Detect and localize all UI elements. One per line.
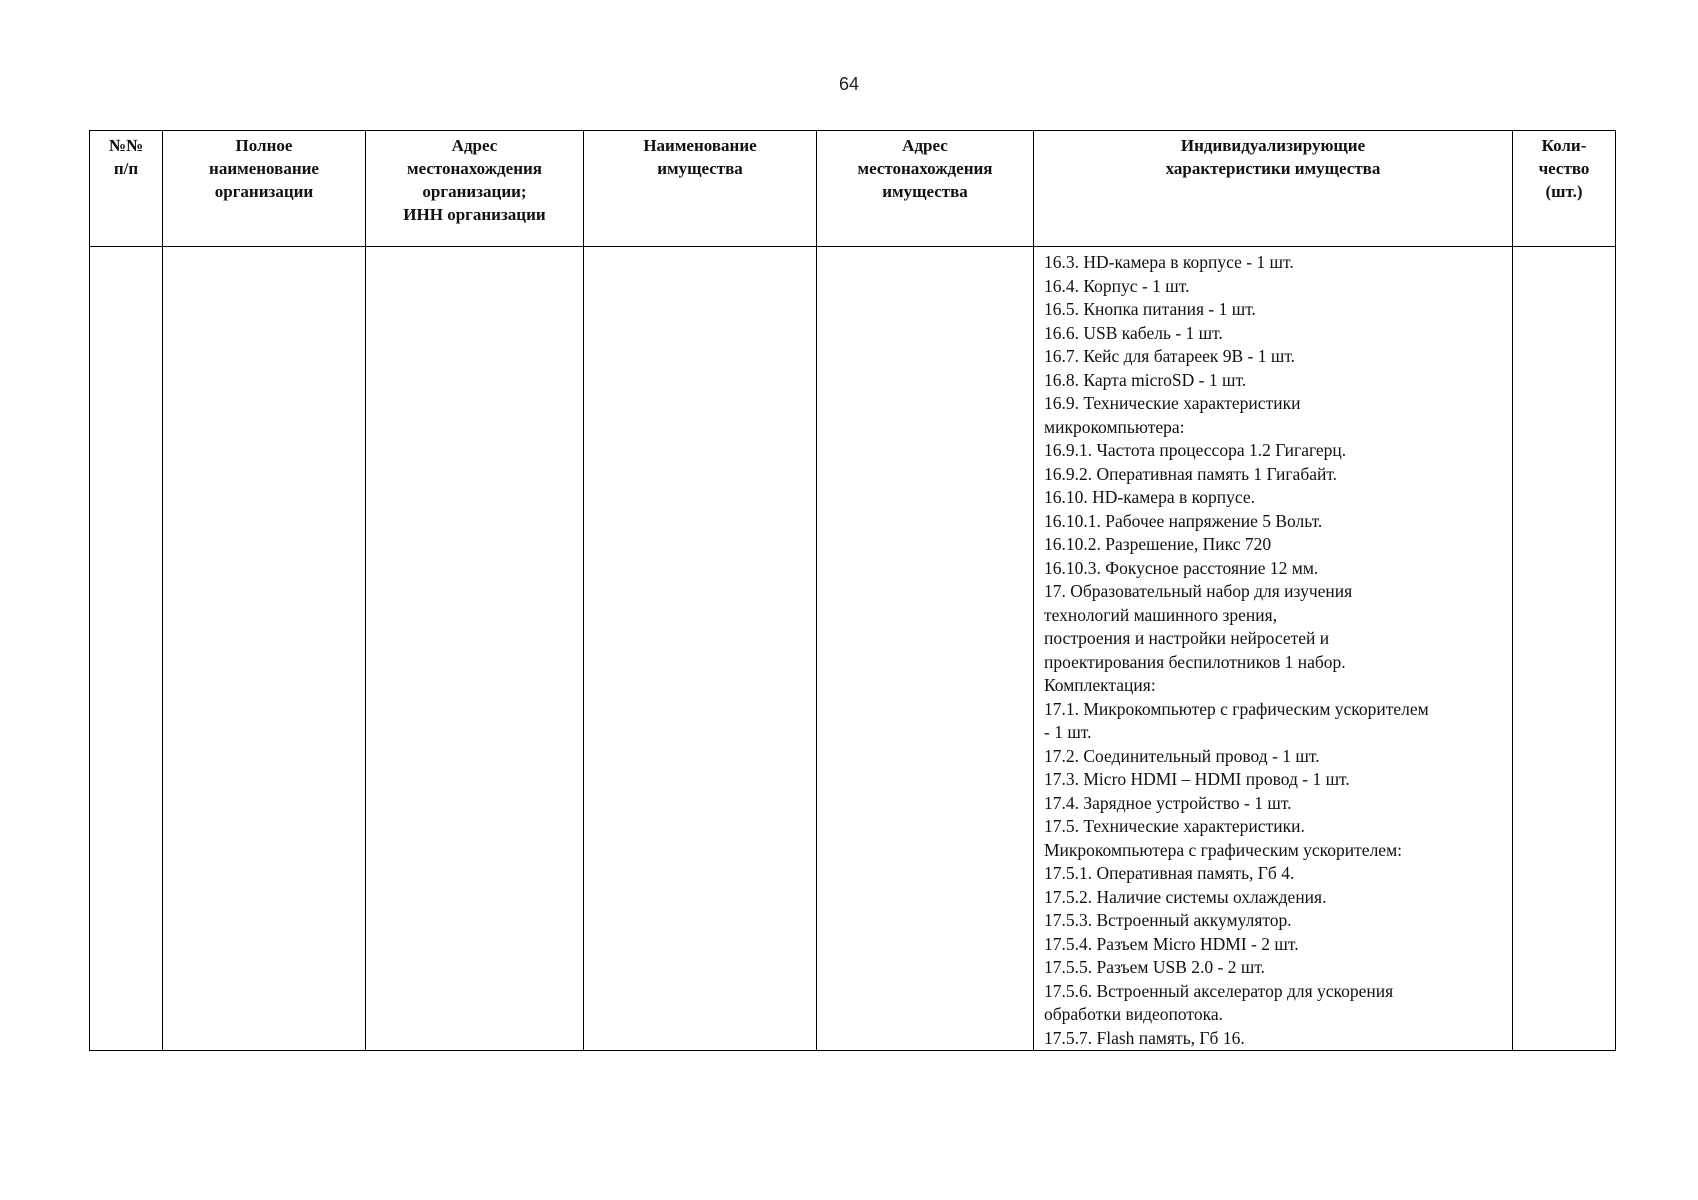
characteristic-line: 17.5.1. Оперативная память, Гб 4. — [1044, 863, 1295, 883]
characteristic-line: 16.6. USB кабель - 1 шт. — [1044, 322, 1223, 343]
cell-property-address — [817, 247, 1034, 1051]
characteristic-line: 16.9.1. Частота процессора 1.2 Гигагерц. — [1044, 440, 1347, 460]
characteristic-line: 17.5.5. Разъем USB 2.0 - 2 шт. — [1044, 957, 1266, 977]
header-org-name: Полное наименование организации — [163, 131, 366, 247]
table-row — [90, 247, 1616, 1051]
characteristic-line: 17.1. Микрокомпьютер с графическим ускорителем — [1044, 698, 1429, 719]
page-number: 64 — [838, 74, 860, 94]
header-characteristics: Индивидуализирующие характеристики имущества — [1034, 131, 1513, 247]
characteristic-line: Комплектация: — [1044, 675, 1156, 695]
header-quantity: Коли- чество (шт.) — [1513, 131, 1616, 247]
characteristic-line: 17.5.6. Встроенный акселератор для ускорения — [1044, 980, 1394, 1001]
header-org-address: Адрес местонахождения организации; ИНН организации — [366, 131, 584, 247]
characteristic-line: 17. Образовательный набор для изучения — [1044, 581, 1353, 601]
characteristic-line: 17.3. Micro HDMI – HDMI провод - 1 шт. — [1044, 769, 1350, 789]
characteristic-line: проектирования беспилотников 1 набор. — [1044, 651, 1346, 672]
characteristic-line: 16.9.2. Оперативная память 1 Гигабайт. — [1044, 463, 1338, 484]
header-property-address: Адрес местонахождения имущества — [817, 131, 1034, 247]
characteristic-line: 16.10.3. Фокусное расстояние 12 мм. — [1044, 557, 1319, 578]
characteristic-line: 16.10. HD-камера в корпусе. — [1044, 487, 1255, 507]
characteristic-line: 16.10.2. Разрешение, Пикс 720 — [1044, 534, 1272, 554]
characteristic-line: 17.2. Соединительный провод - 1 шт. — [1044, 745, 1320, 766]
cell-characteristics — [1034, 247, 1513, 1051]
characteristic-line: 16.8. Карта microSD - 1 шт. — [1044, 369, 1247, 390]
characteristic-line: 17.5.2. Наличие системы охлаждения. — [1044, 886, 1327, 907]
characteristic-line: обработки видеопотока. — [1044, 1004, 1223, 1024]
characteristic-line: 17.4. Зарядное устройство - 1 шт. — [1044, 792, 1292, 813]
characteristic-line: - 1 шт. — [1044, 722, 1092, 742]
characteristic-line: Микрокомпьютера с графическим ускорителем: — [1044, 839, 1403, 860]
cell-quantity — [1513, 247, 1616, 1051]
table-header-row — [90, 131, 1616, 247]
property-table — [89, 130, 1616, 1051]
cell-org-address — [366, 247, 584, 1051]
characteristic-line: 16.10.1. Рабочее напряжение 5 Вольт. — [1044, 510, 1323, 531]
characteristic-line: технологий машинного зрения, — [1044, 604, 1278, 625]
characteristic-line: 16.5. Кнопка питания - 1 шт. — [1044, 299, 1256, 319]
cell-org-name — [163, 247, 366, 1051]
characteristic-line: 17.5. Технические характеристики. — [1044, 816, 1305, 836]
characteristic-line: построения и настройки нейросетей и — [1044, 628, 1330, 648]
characteristic-line: 16.3. HD-камера в корпусе - 1 шт. — [1044, 252, 1294, 272]
characteristic-line: 16.7. Кейс для батареек 9В - 1 шт. — [1044, 346, 1296, 366]
characteristic-line: микрокомпьютера: — [1044, 416, 1185, 437]
cell-number — [90, 247, 163, 1051]
characteristic-line: 17.5.3. Встроенный аккумулятор. — [1044, 910, 1292, 930]
characteristic-line: 16.4. Корпус - 1 шт. — [1044, 275, 1190, 296]
characteristic-line: 17.5.4. Разъем Micro HDMI - 2 шт. — [1044, 933, 1299, 954]
header-property-name: Наименование имущества — [584, 131, 817, 247]
cell-property-name — [584, 247, 817, 1051]
characteristic-line: 17.5.7. Flash память, Гб 16. — [1044, 1027, 1245, 1048]
header-number: №№ п/п — [90, 131, 163, 247]
characteristic-line: 16.9. Технические характеристики — [1044, 393, 1301, 413]
